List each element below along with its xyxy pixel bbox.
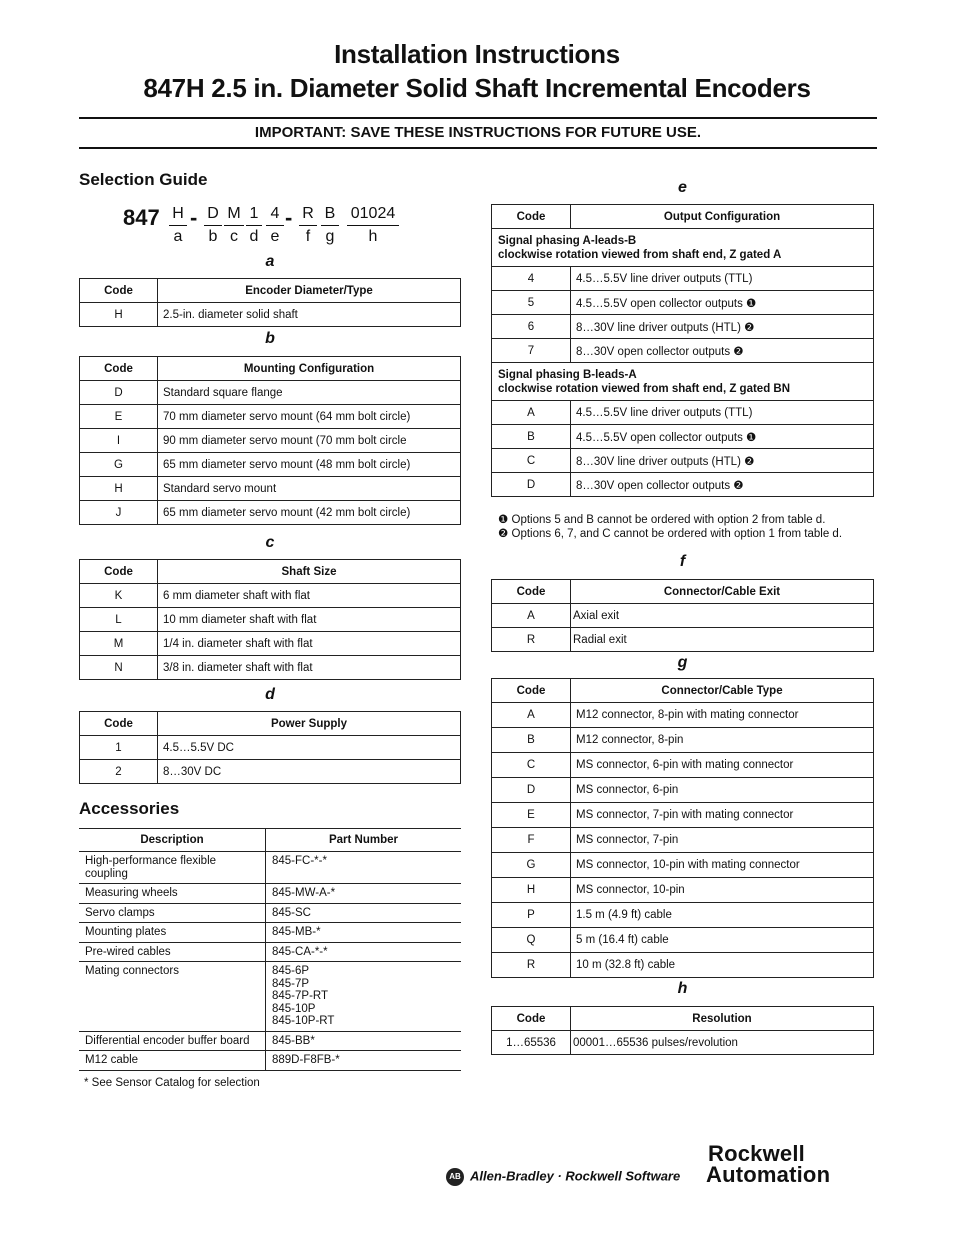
table-f-letter: f — [679, 553, 686, 570]
accessories-heading: Accessories — [79, 799, 180, 818]
table-row: A 4.5…5.5V line driver outputs (TTL) — [492, 401, 874, 425]
col-header-desc: Output Configuration — [571, 205, 874, 229]
col-header-desc: Connector/Cable Exit — [571, 580, 874, 604]
table-row: J 65 mm diameter servo mount (42 mm bolt circle) — [80, 501, 461, 525]
table-row: H Standard servo mount — [80, 477, 461, 501]
table-row: H 2.5-in. diameter solid shaft — [80, 303, 461, 327]
table-row: 1 4.5…5.5V DC — [80, 736, 461, 760]
table-row: I 90 mm diameter servo mount (70 mm bolt circle — [80, 429, 461, 453]
table-e-note-2: ❷ Options 6, 7, and C cannot be ordered with option 1 from table d. — [498, 528, 843, 540]
group-header: Signal phasing B-leads-A clockwise rotation viewed from shaft end, Z gated BN — [492, 363, 874, 401]
table-d-letter: d — [265, 686, 275, 703]
table-row: B 4.5…5.5V open collector outputs ❶ — [492, 425, 874, 449]
col-header-description: Description — [79, 829, 266, 852]
page-subtitle: 847H 2.5 in. Diameter Solid Shaft Incremental Encoders — [143, 73, 811, 103]
col-header-code: Code — [80, 357, 158, 381]
col-header-desc: Encoder Diameter/Type — [158, 279, 461, 303]
table-row: H MS connector, 10-pin — [492, 878, 874, 903]
table-row: E MS connector, 7-pin with mating connector — [492, 803, 874, 828]
bottom-rule — [79, 147, 877, 149]
table-h — [491, 1006, 874, 1055]
table-row: P 1.5 m (4.9 ft) cable — [492, 903, 874, 928]
table-row: Servo clamps 845-SC — [79, 903, 461, 923]
col-header-code: Code — [80, 712, 158, 736]
table-row: High-performance flexible coupling 845-FC-*-* — [79, 852, 461, 884]
table-b — [79, 356, 461, 525]
col-header-code: Code — [492, 679, 571, 703]
col-header-code: Code — [492, 580, 571, 604]
col-header-code: Code — [80, 560, 158, 584]
pn-cell-g: B g — [321, 203, 339, 248]
col-header-desc: Connector/Cable Type — [571, 679, 874, 703]
col-header-code: Code — [492, 1007, 571, 1031]
table-row: Q 5 m (16.4 ft) cable — [492, 928, 874, 953]
pn-cell-a: H a — [169, 203, 187, 248]
pn-dash-1: - — [190, 205, 198, 230]
allen-bradley-logo-icon: AB — [446, 1168, 464, 1186]
table-row: Differential encoder buffer board 845-BB* — [79, 1031, 461, 1051]
table-row: D Standard square flange — [80, 381, 461, 405]
table-row: 4 4.5…5.5V line driver outputs (TTL) — [492, 267, 874, 291]
table-row: G 65 mm diameter servo mount (48 mm bolt circle) — [80, 453, 461, 477]
table-row: K 6 mm diameter shaft with flat — [80, 584, 461, 608]
part-number-prefix: 847 — [123, 205, 160, 230]
table-row: M12 cable 889D-F8FB-* — [79, 1051, 461, 1071]
table-e-note-1: ❶ Options 5 and B cannot be ordered with option 2 from table d. — [498, 514, 826, 526]
pn-cell-d: 1 d — [246, 203, 262, 248]
table-row: R 10 m (32.8 ft) cable — [492, 953, 874, 978]
table-row: B M12 connector, 8-pin — [492, 728, 874, 753]
accessories-table — [79, 828, 461, 1071]
table-row: F MS connector, 7-pin — [492, 828, 874, 853]
page-title: Installation Instructions — [334, 39, 620, 69]
top-rule — [79, 117, 877, 119]
pn-cell-e: 4 e — [266, 203, 284, 248]
table-row: 6 8…30V line driver outputs (HTL) ❷ — [492, 315, 874, 339]
table-row: Pre-wired cables 845-CA-*-* — [79, 942, 461, 962]
table-row: C MS connector, 6-pin with mating connector — [492, 753, 874, 778]
table-c — [79, 559, 461, 680]
table-row: Mounting plates 845-MB-* — [79, 923, 461, 943]
table-row: E 70 mm diameter servo mount (64 mm bolt circle) — [80, 405, 461, 429]
table-a-letter: a — [265, 253, 275, 270]
table-row: 7 8…30V open collector outputs ❷ — [492, 339, 874, 363]
col-header-desc: Resolution — [571, 1007, 874, 1031]
table-row: L 10 mm diameter shaft with flat — [80, 608, 461, 632]
table-g-letter: g — [677, 654, 688, 671]
table-row: 5 4.5…5.5V open collector outputs ❶ — [492, 291, 874, 315]
table-e — [491, 204, 874, 497]
table-a — [79, 278, 461, 327]
group-header: Signal phasing A-leads-B clockwise rotation viewed from shaft end, Z gated A — [492, 229, 874, 267]
col-header-desc: Power Supply — [158, 712, 461, 736]
table-row: C 8…30V line driver outputs (HTL) ❷ — [492, 449, 874, 473]
important-notice: IMPORTANT: SAVE THESE INSTRUCTIONS FOR FUTURE USE. — [254, 124, 702, 141]
table-g — [491, 678, 874, 978]
col-header-part-number: Part Number — [266, 829, 462, 852]
table-row: D MS connector, 6-pin — [492, 778, 874, 803]
table-row: 2 8…30V DC — [80, 760, 461, 784]
accessories-footnote: * See Sensor Catalog for selection — [84, 1077, 260, 1089]
pn-cell-c: M c — [224, 203, 244, 248]
table-row: A M12 connector, 8-pin with mating connector — [492, 703, 874, 728]
table-h-letter: h — [677, 980, 688, 997]
pn-cell-h: 01024 h — [347, 203, 399, 248]
col-header-code: Code — [492, 205, 571, 229]
col-header-desc: Mounting Configuration — [158, 357, 461, 381]
brand-line — [446, 1168, 680, 1186]
table-row: N 3/8 in. diameter shaft with flat — [80, 656, 461, 680]
table-row: A Axial exit — [492, 604, 874, 628]
table-row: G MS connector, 10-pin with mating connector — [492, 853, 874, 878]
pn-cell-b: D b — [204, 203, 222, 248]
brand-names: Allen-Bradley · Rockwell Software — [470, 1168, 681, 1184]
col-header-code: Code — [80, 279, 158, 303]
pn-dash-2: - — [285, 205, 293, 230]
table-e-letter: e — [678, 179, 687, 196]
table-f — [491, 579, 874, 652]
table-row: Measuring wheels 845-MW-A-* — [79, 884, 461, 904]
table-d — [79, 711, 461, 784]
selection-guide-heading: Selection Guide — [79, 170, 208, 189]
table-row: Mating connectors 845-6P 845-7P 845-7P-RT 845-10P 845-10P-RT — [79, 962, 461, 1032]
col-header-desc: Shaft Size — [158, 560, 461, 584]
table-c-letter: c — [265, 534, 275, 551]
table-row: D 8…30V open collector outputs ❷ — [492, 473, 874, 497]
rockwell-automation-logo: Rockwell Automation — [706, 1141, 831, 1187]
pn-cell-f: R f — [299, 203, 317, 248]
table-row: R Radial exit — [492, 628, 874, 652]
table-b-letter: b — [265, 330, 275, 347]
table-row: M 1/4 in. diameter shaft with flat — [80, 632, 461, 656]
table-row: 1…65536 00001…65536 pulses/revolution — [492, 1031, 874, 1055]
